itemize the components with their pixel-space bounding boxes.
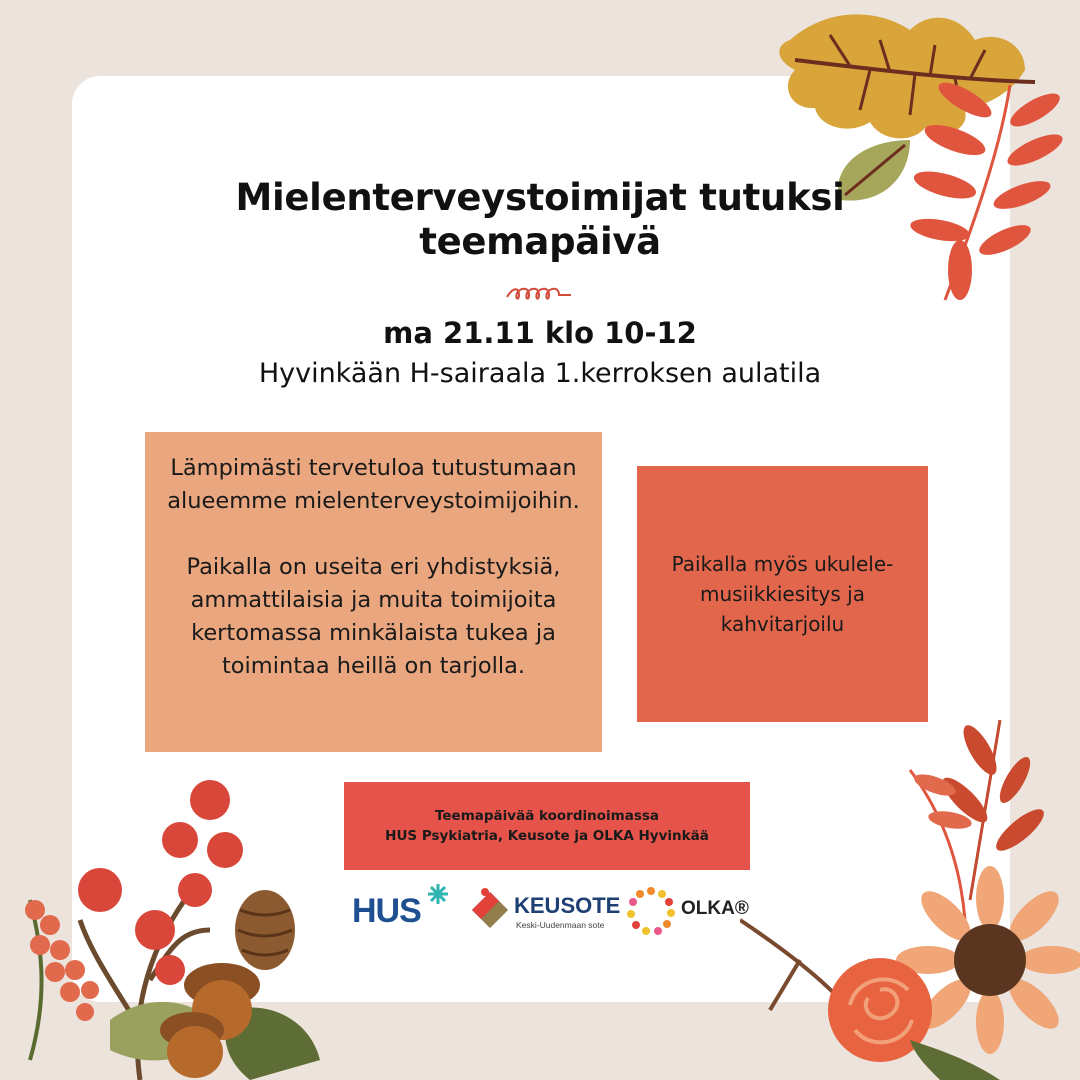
event-date: ma 21.11 klo 10-12 bbox=[383, 316, 697, 350]
olka-logo: OLKA® bbox=[681, 898, 749, 919]
organizations-text: Paikalla on useita eri yhdistyksiä, ammattilaisia ja muita toimijoita kertomassa minkälaista tukea ja toimintaa heillä on tarjolla. bbox=[186, 554, 561, 679]
flowers-bottom-right bbox=[740, 720, 1080, 1080]
welcome-text: Lämpimästi tervetuloa tutustumaan alueemme mielenterveystoimijoihin. bbox=[167, 455, 580, 514]
coordination-heading: Teemapäivää koordinoimassa bbox=[434, 808, 659, 824]
coordination-box bbox=[344, 782, 750, 870]
welcome-box bbox=[145, 432, 602, 752]
extra-info-box bbox=[637, 466, 928, 722]
hus-logo: HUS bbox=[352, 892, 421, 930]
keusote-logo: KEUSOTE bbox=[514, 893, 621, 918]
decorative-divider bbox=[505, 285, 575, 303]
coordination-organizers: HUS Psykiatria, Keusote ja OLKA Hyvinkää bbox=[385, 828, 709, 844]
berries-acorns-bottom-left bbox=[0, 760, 320, 1080]
extra-info-text: Paikalla myös ukulele-musiikkiesitys ja kahvitarjoilu bbox=[671, 552, 894, 636]
keusote-logo-icon bbox=[468, 888, 512, 932]
olka-ring-icon bbox=[626, 886, 676, 936]
hus-cross-icon bbox=[426, 882, 450, 906]
event-location: Hyvinkään H-sairaala 1.kerroksen aulatila bbox=[258, 358, 822, 389]
event-title: Mielenterveystoimijat tutuksi teemapäivä bbox=[235, 176, 845, 263]
keusote-subtitle: Keski-Uudenmaan sote bbox=[516, 920, 605, 930]
